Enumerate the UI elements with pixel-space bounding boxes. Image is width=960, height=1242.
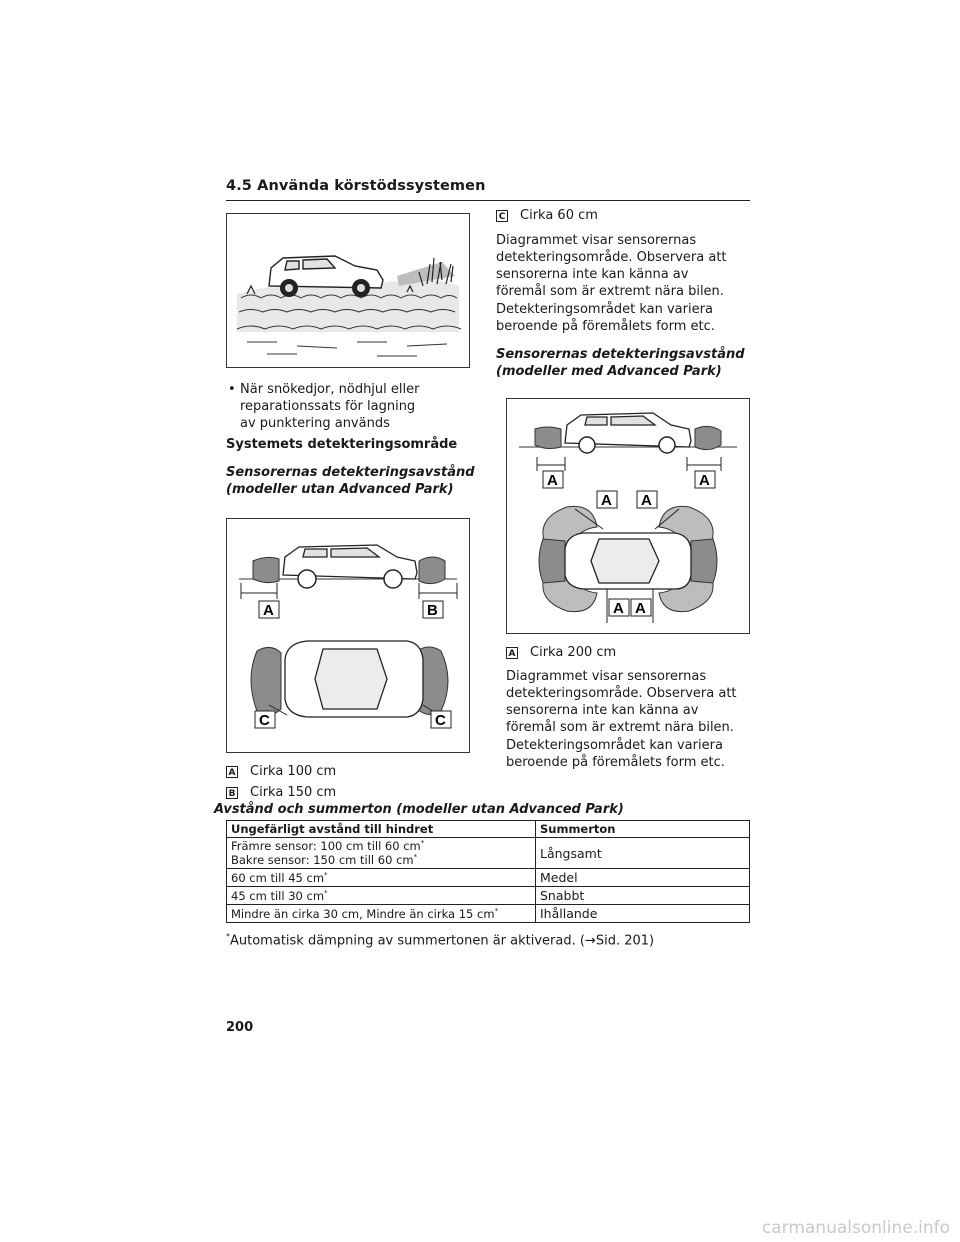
fig2-label-c-left: C bbox=[259, 712, 270, 729]
legend-text-b: Cirka 150 cm bbox=[250, 785, 337, 800]
fig3-label-a-6: A bbox=[635, 600, 646, 617]
table-cell-tone: Snabbt bbox=[536, 887, 750, 905]
section-title: 4.5 Använda körstödssystemen bbox=[226, 178, 486, 194]
subheading-without-ap-line2: (modeller utan Advanced Park) bbox=[226, 482, 454, 497]
sensor-range-figure-with-ap bbox=[506, 398, 750, 634]
sensor-range-figure-without-ap bbox=[226, 518, 470, 753]
table-cell-distance-text: 45 cm till 30 cm bbox=[231, 888, 325, 903]
table-cell-distance bbox=[227, 838, 536, 869]
legend-text-a: Cirka 100 cm bbox=[250, 764, 337, 779]
header-rule bbox=[226, 200, 750, 201]
bullet-item bbox=[228, 381, 458, 432]
bullet-dot: • bbox=[228, 382, 236, 397]
footnote-star: * bbox=[324, 888, 328, 897]
legend-c-right bbox=[496, 207, 598, 224]
footnote-text: Automatisk dämpning av summertonen är aktiverad. (→Sid. 201) bbox=[230, 933, 655, 949]
table-cell-distance-rear: Bakre sensor: 150 cm till 60 cm bbox=[231, 853, 414, 867]
sensor-range-diagram-without-ap bbox=[227, 519, 469, 752]
table-cell-tone: Medel bbox=[536, 869, 750, 887]
snow-car-figure bbox=[226, 213, 470, 368]
table-cell-distance-front: Främre sensor: 100 cm till 60 cm bbox=[231, 839, 421, 853]
legend-text-c: Cirka 60 cm bbox=[520, 208, 598, 223]
watermark: carmanualsonline.info bbox=[761, 1218, 950, 1238]
page-number: 200 bbox=[226, 1020, 254, 1035]
snow-car-illustration bbox=[227, 214, 469, 367]
table-row bbox=[227, 887, 750, 905]
right-paragraph-1: Diagrammet visar sensorernas detekteringsområde. Observera att sensorerna inte kan känna av föremål som är extremt nära bilen. bbox=[496, 233, 727, 299]
sensor-range-diagram-with-ap bbox=[507, 399, 749, 633]
table-cell-tone: Ihållande bbox=[536, 905, 750, 923]
right-paragraph-3: Diagrammet visar sensorernas detekteringsområde. Observera att sensorerna inte kan känna av föremål som är extremt nära bilen. bbox=[506, 669, 737, 735]
fig3-label-a-3: A bbox=[601, 492, 612, 509]
footnote bbox=[226, 932, 654, 948]
right-paragraph-4: Detekteringsområdet kan variera beroende på föremålets form etc. bbox=[506, 738, 725, 770]
legend-a-left bbox=[226, 763, 336, 780]
footnote-star: * bbox=[413, 853, 418, 862]
bullet-text: När snökedjor, nödhjul eller reparationssats för lagning av punktering används bbox=[240, 382, 420, 431]
fig3-label-a-5: A bbox=[613, 600, 624, 617]
subheading-without-ap-line1: Sensorernas detekteringsavstånd bbox=[226, 465, 475, 480]
fig3-label-a-2: A bbox=[699, 472, 710, 489]
footnote-star: * bbox=[324, 870, 328, 879]
legend-a-right bbox=[506, 644, 616, 661]
fig2-label-a: A bbox=[263, 602, 274, 619]
legend-key-c: C bbox=[496, 210, 508, 222]
fig3-label-a-4: A bbox=[641, 492, 652, 509]
heading-detection-range: Systemets detekteringsområde bbox=[226, 437, 458, 452]
subheading-without-ap bbox=[226, 464, 475, 498]
subheading-with-ap bbox=[496, 346, 745, 380]
legend-b-left bbox=[226, 784, 336, 801]
table-header-tone: Summerton bbox=[536, 821, 750, 838]
fig2-label-b: B bbox=[427, 602, 438, 619]
legend-key-a-right: A bbox=[506, 647, 518, 659]
table-cell-distance bbox=[227, 887, 536, 905]
table-header-distance: Ungefärligt avstånd till hindret bbox=[227, 821, 536, 838]
legend-key-b: B bbox=[226, 787, 238, 799]
fig2-label-c-right: C bbox=[435, 712, 446, 729]
table-cell-distance bbox=[227, 905, 536, 923]
beep-table bbox=[226, 820, 750, 923]
table-title: Avstånd och summerton (modeller utan Advanced Park) bbox=[214, 802, 624, 817]
subheading-with-ap-line2: (modeller med Advanced Park) bbox=[496, 364, 722, 379]
table-row bbox=[227, 869, 750, 887]
subheading-with-ap-line1: Sensorernas detekteringsavstånd bbox=[496, 347, 745, 362]
table-header-row bbox=[227, 821, 750, 838]
table-cell-tone: Långsamt bbox=[536, 838, 750, 869]
legend-key-a: A bbox=[226, 766, 238, 778]
legend-text-a-right: Cirka 200 cm bbox=[530, 645, 617, 660]
footnote-star: * bbox=[226, 932, 230, 941]
right-paragraph-2: Detekteringsområdet kan variera beroende på föremålets form etc. bbox=[496, 302, 715, 334]
table-cell-distance-text: 60 cm till 45 cm bbox=[231, 870, 325, 885]
table-row bbox=[227, 905, 750, 923]
table-cell-distance-text: Mindre än cirka 30 cm, Mindre än cirka 15 cm bbox=[231, 906, 495, 921]
footnote-star: * bbox=[494, 906, 499, 915]
footnote-star: * bbox=[420, 839, 425, 848]
table-cell-distance bbox=[227, 869, 536, 887]
table-row bbox=[227, 838, 750, 869]
fig3-label-a-1: A bbox=[547, 472, 558, 489]
